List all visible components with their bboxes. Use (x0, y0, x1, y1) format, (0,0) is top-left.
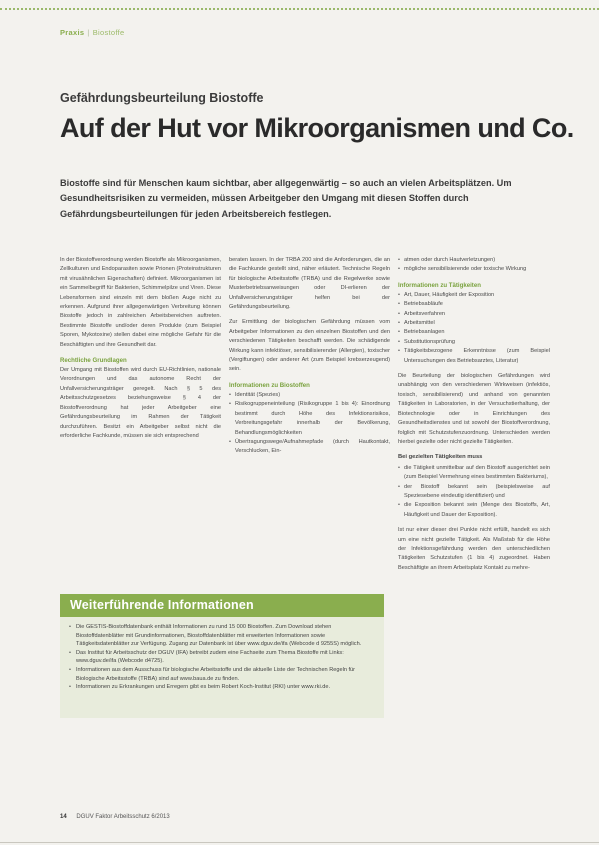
list-item: • Tätigkeitsbezogene Erkenntnisse (zum Beispiel Untersuchungen des Betriebsarztes, Literatur) (398, 347, 550, 366)
list-item: • Betriebsabläufe (398, 300, 550, 309)
list-item: • Identität (Spezies) (229, 391, 390, 400)
bottom-rule (0, 842, 599, 843)
list-item: • die Tätigkeit unmittelbar auf den Biostoff ausgerichtet sein (zum Beispiel Vermehrung eines bestimmten Bakteriums), (398, 464, 550, 483)
list-item: • Übertragungswege/Aufnahmepfade (durch Hautkontakt, Verschlucken, Ein- (229, 438, 390, 457)
column-3 (398, 256, 550, 573)
article-headline: Auf der Hut vor Mikroorganismen und Co. (60, 113, 574, 143)
col1-paragraph-1: In der Biostoffverordnung werden Biostoffe als Mikroorganismen, Zellkulturen und Endoparasiten sowie Prionen (Proteinstrukturen mit virusähnlichen Eigenschaften) definiert. Mikroorganismen ist ein Sammelbegriff für Bakterien, Schimmelpilze und Viren. Diese Lebensformen sind einzeln mit dem bloßen Auge nicht zu erkennen. Aufgrund ihrer allgegenwärtigen Verbreitung können Biostoffe jedoch in zahlreichen Arbeitsbereichen auftreten. Bestimmte Biostoffe und/oder deren Produkte (zum Beispiel Sporen, Mykotoxine) stellen dabei eine mögliche Gefahr für die Beschäftigten und ihre Gesundheit dar. (60, 257, 221, 348)
column-1 (60, 256, 221, 441)
list-item: • Substitutionsprüfung (398, 338, 550, 347)
infobox-item: • Das Institut für Arbeitsschutz der DGUV (IFA) betreibt zudem eine Fachseite zum Thema Biostoffe mit Links: www.dguv.de/ifa (Webcode d4725). (68, 649, 376, 666)
further-info-box (60, 594, 384, 718)
col3-heading-taetigkeiten: Informationen zu Tätigkeiten (398, 281, 481, 289)
top-dotted-rule (0, 8, 599, 10)
magazine-title: DGUV Faktor Arbeitsschutz 6/2013 (76, 814, 170, 820)
col2-list (229, 391, 390, 457)
subsection-label: Biostoffe (92, 28, 125, 37)
col3-paragraph-end: Ist nur einer dieser drei Punkte nicht erfüllt, handelt es sich um eine nicht gezielte Tätigkeit. Als Maßstab für die Höhe der Infektionsgefährdung werden den unterschiedlichen Tätigkeiten Schutzstufen (1 bis 4) zugeordnet. Haben Beschäftigte an ihrem Arbeitsplatz Kontakt zu mehre- (398, 527, 550, 571)
article-kicker: Gefährdungsbeurteilung Biostoffe (60, 91, 264, 105)
list-item: • die Exposition bekannt sein (Menge des Biostoffs, Art, Häufigkeit und Dauer der Exposition). (398, 501, 550, 520)
list-item: • der Biostoff bekannt sein (beispielsweise auf Speziesebene eindeutig identifiziert) und (398, 483, 550, 502)
list-item: • Risikogruppeneinteilung (Risikogruppe 1 bis 4): Einordnung bestimmt durch Höhe des Infektionsrisikos, Verbreitungsgefahr innerhalb der Bevölkerung, Behandlungsmöglichkeiten (229, 400, 390, 438)
page-number: 14 (60, 814, 67, 820)
breadcrumb (60, 28, 124, 37)
list-item: • Betriebsanlagen (398, 328, 550, 337)
section-label: Praxis (60, 28, 85, 37)
breadcrumb-separator: | (87, 28, 90, 37)
col2-paragraph-2: Zur Ermittlung der biologischen Gefährdung müssen vom Arbeitgeber Informationen zu den einzelnen Biostoffen und den verschiedenen Tätigkeiten beschafft werden. Die schädigende Wirkung kann infektiöser, sensibilisierender (Allergien), toxischer (Vergiftungen) oder anderer Art (zum Beispiel krebserzeugend) sein. (229, 319, 390, 373)
page-footer (60, 814, 170, 820)
col1-paragraph-2: Der Umgang mit Biostoffen wird durch EU-Richtlinien, nationale Verordnungen und das autonome Recht der Unfallversicherungsträger geregelt. Nach § 5 des Arbeitsschutzgesetzes beziehungsweise § 4 der Biostoffverordnung hat jeder Arbeitgeber eine Gefährdungsbeurteilung im Rahmen der Tätigkeit durchzuführen. Besitzt ein Arbeitgeber selbst nicht die erforderliche Fachkunde, müssen sie sich entsprechend (60, 367, 221, 439)
list-item: • mögliche sensibilisierende oder toxische Wirkung (398, 265, 550, 274)
col3-list-gezielt (398, 464, 550, 520)
col1-heading-rechtlich: Rechtliche Grundlagen (60, 357, 127, 365)
infobox-item: • Informationen zu Erkrankungen und Erregern gibt es beim Robert Koch-Institut (RKI) unter www.rki.de. (68, 683, 376, 692)
infobox-item: • Informationen aus dem Ausschuss für biologische Arbeitsstoffe und die aktuelle Liste der Technischen Regeln für Biologische Arbeitsstoffe (TRBA) sind auf www.baua.de zu finden. (68, 666, 376, 683)
col2-heading-info: Informationen zu Biostoffen (229, 381, 310, 389)
col3-list-top (398, 256, 550, 275)
list-item: • Arbeitsverfahren (398, 310, 550, 319)
list-item: • atmen oder durch Hautverletzungen) (398, 256, 550, 265)
col2-paragraph-1: beraten lassen. In der TRBA 200 sind die Anforderungen, die an die Fachkunde gestellt sind, näher erläutert. Technische Regeln für biologische Arbeitsstoffe (TRBA) und die Regelwerke sowie Musterbetriebsanweisungen oder DI-erlieren der Unfallversicherungsträger helfen bei der Gefährdungsbeurteilung. (229, 257, 390, 311)
infobox-title: Weiterführende Informationen (60, 594, 384, 617)
list-item: • Art, Dauer, Häufigkeit der Exposition (398, 291, 550, 300)
col3-heading-gezielt: Bei gezielten Tätigkeiten muss (398, 454, 483, 461)
col3-paragraph-beurteilung: Die Beurteilung der biologischen Gefährdungen wird unabhängig von den verschiedenen Wirkweisen (infektiös, toxisch, sensibilisierend) und anhand von genannten Tätigkeiten in Laboratorien, in der Versuchstierhaltung, der Biotechnologie oder in Einrichtungen des Gesundheitsdienstes und ist sowohl der Biostoffverordnung, folglich mit Schutzstufenzuordnung. Unterschieden werden hierbei gezielte oder nicht gezielte Tätigkeiten. (398, 373, 550, 445)
list-item: • Arbeitsmittel (398, 319, 550, 328)
column-2 (229, 256, 390, 457)
article-lead: Biostoffe sind für Menschen kaum sichtbar, aber allgegenwärtig – so auch an vielen Arbeitsplätzen. Um Gesundheitsrisiken zu vermeiden, müssen Arbeitgeber den Umgang mit diesen Stoffen durch Gefährdungsbeurteilungen für jeden Arbeitsbereich festlegen. (60, 178, 512, 219)
infobox-item: • Die GESTIS-Biostoffdatenbank enthält Informationen zu rund 15 000 Biostoffen. Zum Download stehen Biostoffdatenblätter mit Grundinformationen, Biostoffdatenblätter mit erweiterten Informationen sowie Tätigkeitsdatenblätter zur Verfügung. Zugang zur Datenbank ist über www.dguv.de/ifa (Webcode d 9255S) möglich. (68, 623, 376, 649)
col3-list-taetigkeiten (398, 291, 550, 366)
infobox-list (60, 617, 384, 692)
